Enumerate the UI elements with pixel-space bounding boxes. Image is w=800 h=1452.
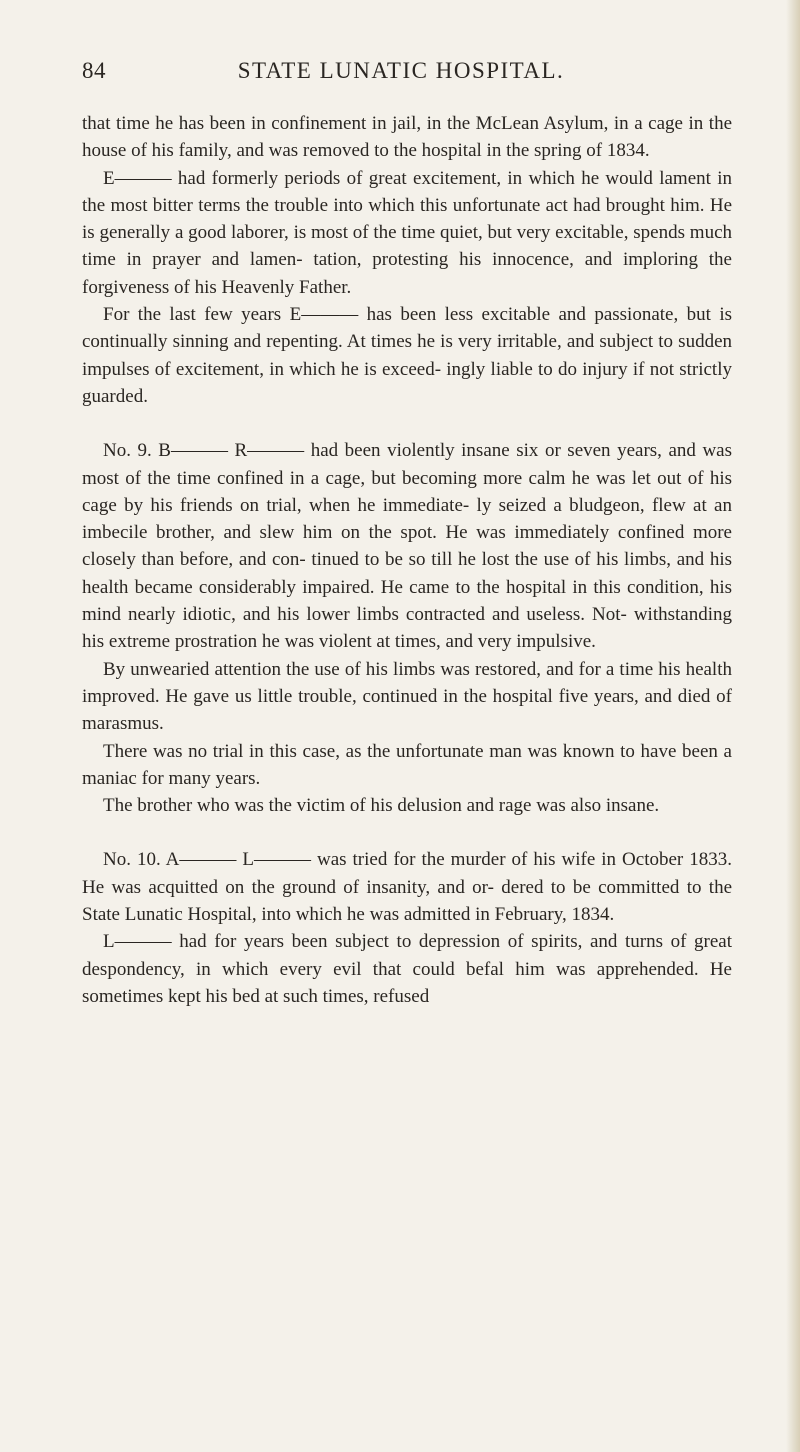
- case-no-9-paragraph: No. 9. B——— R——— had been violently insane six or seven years, and was most of the time confined in a cage, but becoming more calm he was let out of his cage by his friends on trial, when he immediate- ly seized a bludgeon, flew at an imbecile brother, and slew him on the spot. He was immediately confined more closely than before, and con- tinued to be so till he lost the use of his limbs, and his health became considerably impaired. He came to the hospital in this condition, his mind nearly idiotic, and his lower limbs contracted and useless. Not- withstanding his extreme prostration he was violent at times, and very impulsive.: [82, 440, 732, 653]
- paragraph: E——— had formerly periods of great excitement, in which he would lament in the most bitter terms the trouble into which this unfortunate act had brought him. He is generally a good laborer, is most of the time quiet, but very excitable, spends much time in prayer and lamen- tation, protesting his innocence, and imploring the forgiveness of his Heavenly Father.: [82, 167, 732, 298]
- running-title: STATE LUNATIC HOSPITAL.: [237, 58, 565, 83]
- body-text: [82, 110, 732, 1010]
- paragraph: For the last few years E——— has been less excitable and passionate, but is continually sinning and repenting. At times he is very irritable, and subject to sudden impulses of excitement, in which he is exceed- ingly liable to do injury if not strictly guarded.: [82, 304, 732, 407]
- page-edge: [786, 0, 800, 1452]
- paragraph: There was no trial in this case, as the unfortunate man was known to have been a maniac for many years.: [82, 740, 732, 789]
- page-header: [82, 58, 720, 92]
- page-number: 84: [82, 58, 106, 83]
- case-no-10-paragraph: No. 10. A——— L——— was tried for the murder of his wife in October 1833. He was acquitted on the ground of insanity, and or- dered to be committed to the State Lunatic Hospital, into which he was admitted in February, 1834.: [82, 849, 732, 926]
- paragraph: The brother who was the victim of his delusion and rage was also insane.: [103, 795, 660, 817]
- paragraph: L——— had for years been subject to depression of spirits, and turns of great despondency, in which every evil that could befal him was apprehended. He sometimes kept his bed at such times, refused: [82, 931, 732, 1007]
- paragraph-continuation: that time he has been in confinement in jail, in the McLean Asylum, in a cage in the house of his family, and was removed to the hospital in the spring of 1834.: [82, 113, 732, 162]
- paragraph: By unwearied attention the use of his limbs was restored, and for a time his health improved. He gave us little trouble, continued in the hospital five years, and died of marasmus.: [82, 658, 732, 735]
